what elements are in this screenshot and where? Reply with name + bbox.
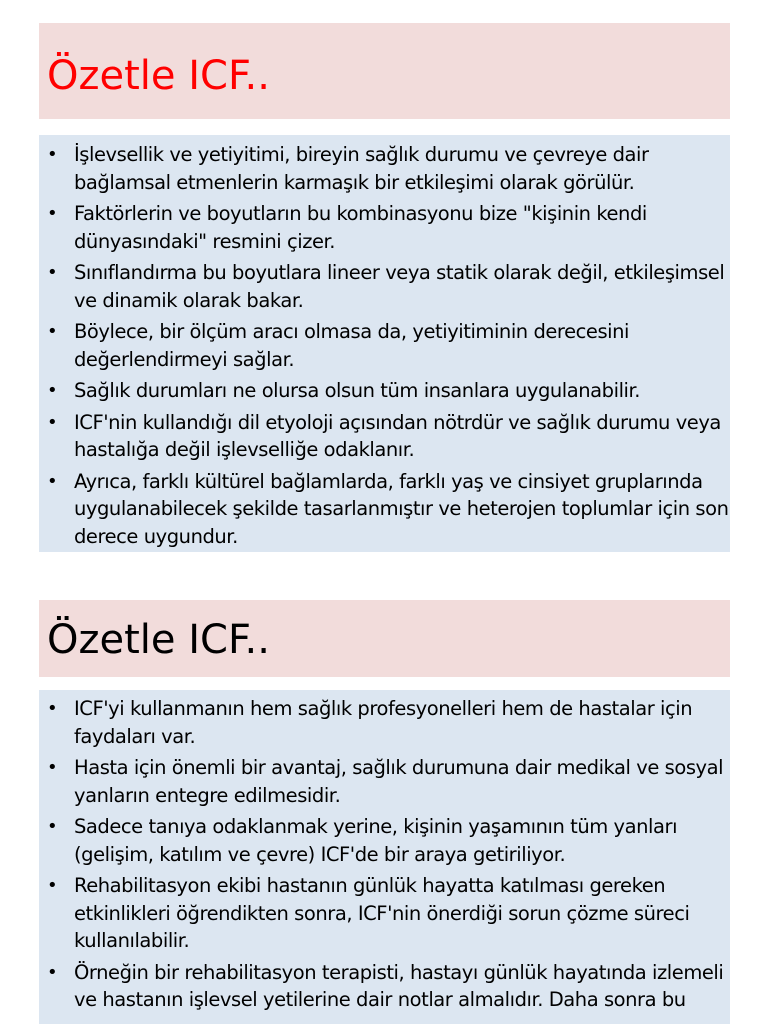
bullet-marker: •: [47, 875, 58, 896]
bullet-marker: •: [47, 203, 58, 224]
bullet-text: Sınıflandırma bu boyutlara lineer veya statik olarak değil, etkileşimsel ve dinamik olarak bakar.: [74, 261, 725, 312]
bullet-text: İşlevsellik ve yetiyitimi, bireyin sağlık durumu ve çevreye dair bağlamsal etmenlerin karmaşık bir etkileşimi olarak görülür.: [74, 143, 649, 194]
slide1-bullet-list: [39, 141, 730, 550]
bullet-marker: •: [47, 144, 58, 165]
bullet-item: [39, 695, 730, 750]
bullet-text: Hasta için önemli bir avantaj, sağlık durumuna dair medikal ve sosyal yanların entegre edilmesidir.: [74, 756, 724, 807]
bullet-marker: •: [47, 961, 58, 983]
bullet-item: [39, 754, 730, 809]
bullet-item: [39, 468, 730, 551]
bullet-marker: •: [47, 262, 58, 283]
bullet-text: Sağlık durumları ne olursa olsun tüm insanlara uygulanabilir.: [74, 379, 641, 402]
bullet-item: [39, 318, 730, 373]
slide2-title: Özetle ICF..: [47, 617, 270, 663]
bullet-item: [39, 813, 730, 868]
bullet-text: Ayrıca, farklı kültürel bağlamlarda, farklı yaş ve cinsiyet gruplarında uygulanabilecek şekilde tasarlanmıştır ve heterojen toplumlar için son derece uygundur.: [74, 469, 729, 548]
slide1-content-box: [39, 135, 730, 552]
slide2-content-box: [39, 690, 730, 1024]
slide1-title-box: [39, 23, 730, 119]
bullet-marker: •: [47, 698, 58, 719]
bullet-marker: •: [47, 321, 58, 342]
bullet-item: [39, 959, 730, 1014]
bullet-item: [39, 200, 730, 255]
bullet-text: Sadece tanıya odaklanmak yerine, kişinin yaşamının tüm yanları (gelişim, katılım ve çevre) ICF'de bir araya getiriliyor.: [74, 815, 678, 866]
bullet-text: Örneğin bir rehabilitasyon terapisti, hastayı günlük hayatında izlemeli ve hastanın işlevsel yetilerine dair notlar almalıdır. Daha sonra bu: [74, 960, 724, 1011]
bullet-item: [39, 377, 730, 405]
slide2-title-box: [39, 600, 730, 677]
bullet-item: [39, 259, 730, 314]
bullet-marker: •: [47, 816, 58, 837]
bullet-text: Rehabilitasyon ekibi hastanın günlük hayatta katılması gereken etkinlikleri öğrendikten sonra, ICF'nin önerdiği sorun çözme süreci kullanılabilir.: [74, 874, 690, 952]
bullet-text: ICF'yi kullanmanın hem sağlık profesyonelleri hem de hastalar için faydaları var.: [74, 697, 693, 748]
bullet-marker: •: [47, 757, 58, 778]
bullet-item: [39, 872, 730, 955]
bullet-item: [39, 409, 730, 464]
bullet-marker: •: [47, 470, 58, 492]
bullet-text: ICF'nin kullandığı dil etyoloji açısından nötrdür ve sağlık durumu veya hastalığa değil işlevselliğe odaklanır.: [74, 410, 721, 461]
bullet-text: Böylece, bir ölçüm aracı olmasa da, yetiyitiminin derecesini değerlendirmeyi sağlar.: [74, 320, 629, 371]
bullet-text: Faktörlerin ve boyutların bu kombinasyonu bize "kişinin kendi dünyasındaki" resmini çizer.: [74, 202, 647, 253]
slide2-bullet-list: [39, 695, 730, 1014]
bullet-marker: •: [47, 380, 58, 401]
bullet-item: [39, 141, 730, 196]
bullet-marker: •: [47, 411, 58, 433]
slide1-title: Özetle ICF..: [47, 53, 270, 99]
